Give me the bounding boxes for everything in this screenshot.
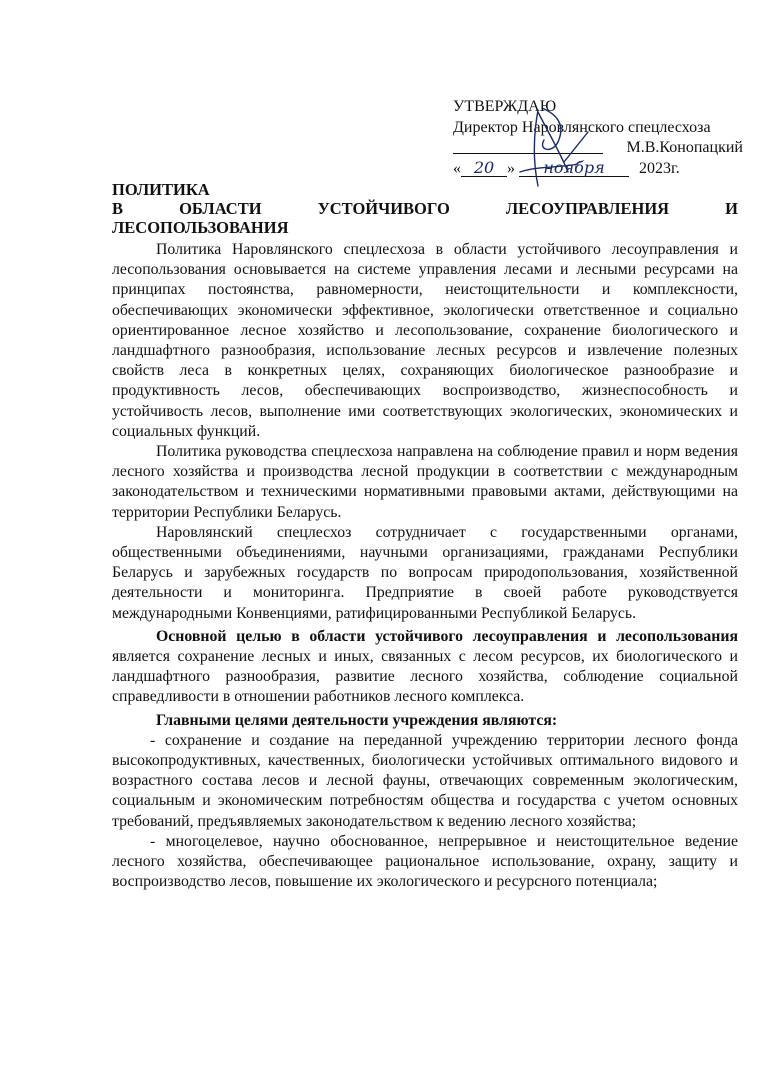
approval-position: Директор Наровлянского спецлесхоза xyxy=(453,118,711,136)
policy-title xyxy=(112,180,738,237)
main-goal-bold: Основной целью в области устойчивого лесоуправления и лесопользования xyxy=(156,627,738,645)
paragraph-main-goal xyxy=(112,627,738,708)
title-word: ЛЕСОУПРАВЛЕНИЯ xyxy=(505,199,670,218)
title-line-3: ЛЕСОПОЛЬЗОВАНИЯ xyxy=(112,218,289,237)
title-line-1: ПОЛИТИКА xyxy=(112,180,210,199)
policy-body xyxy=(112,240,738,893)
goals-heading: Главными целями деятельности учреждения являются: xyxy=(156,711,558,729)
paragraph-principles: Политика Наровлянского спецлесхоза в области устойчивого лесоуправления и лесопользования основывается на системе управления лесами и лесными ресурсами на принципах постоянства, равномерности, неистощительности и комплексности, обеспечивающих экономически эффективное, экологически ответственное и социально ориентированное лесное хозяйство и лесопользование, сохранение биологического и ландшафтного разнообразия, использование лесных ресурсов и извлечение полезных свойств леса в конкретных целях, сохраняющих биологическое разнообразие и продуктивность лесов, обеспечивающих воспроизводство, жизнеспособность и устойчивость лесов, выполнение ими соответствующих экологических, экономических и социальных функций. xyxy=(112,241,738,440)
title-word: ОБЛАСТИ xyxy=(179,199,262,218)
date-quote-close: » xyxy=(507,159,515,177)
signature-line xyxy=(453,138,743,159)
approval-date xyxy=(453,159,743,180)
paragraph-cooperation: Наровлянский спецлесхоз сотрудничает с государственными органами, общественными объединениями, научными организациями, гражданами Республики Беларусь и зарубежных государств по вопросам природопользования, хозяйственной деятельности и мониторинга. Предприятие в своей работе руководствуется международными Конвенциями, ратифицированными Республикой Беларусь. xyxy=(112,523,738,622)
date-year: 2023г. xyxy=(639,159,680,177)
title-word: УСТОЙЧИВОГО xyxy=(317,199,450,218)
handwritten-signature-icon xyxy=(508,102,598,190)
list-item: - многоцелевое, научно обоснованное, непрерывное и неистощительное ведение лесного хозяйства, обеспечивающее рациональное использование, охрану, защиту и воспроизводство лесов, повышение их экологического и ресурсного потенциала; xyxy=(112,832,738,891)
approval-block xyxy=(453,97,743,179)
main-goal-text: является сохранение лесных и иных, связанных с лесом ресурсов, их биологического и ландшафтного разнообразия, развитие лесного хозяйства, соблюдение социальной справедливости в отношении работников лесного комплекса. xyxy=(112,648,738,706)
signer-name: М.В.Конопацкий xyxy=(626,139,743,156)
paragraph-management: Политика руководства спецлесхоза направлена на соблюдение правил и норм ведения лесного хозяйства и производства лесной продукции в соответствии с международным законодательством и техническими нормативными правовыми актами, действующими на территории Республики Беларусь. xyxy=(112,443,738,521)
date-quote-open: « xyxy=(453,159,461,177)
list-item: - сохранение и создание на переданной учреждению территории лесного фонда высокопродуктивных, качественных, биологически устойчивых оптимального видового и возрастного состава лесов и лесной фауны, отвечающих современным экологическим, социальным и экономическим потребностям общества и государства с учетом основных требований, предъявляемых законодательством к ведению лесного хозяйства; xyxy=(112,731,738,830)
title-word: В xyxy=(112,199,124,218)
title-line-2 xyxy=(112,199,738,218)
date-month: ноября xyxy=(519,161,629,177)
approval-heading: УТВЕРЖДАЮ xyxy=(453,98,557,115)
title-word: И xyxy=(725,199,738,218)
date-day: 20 xyxy=(461,161,507,177)
